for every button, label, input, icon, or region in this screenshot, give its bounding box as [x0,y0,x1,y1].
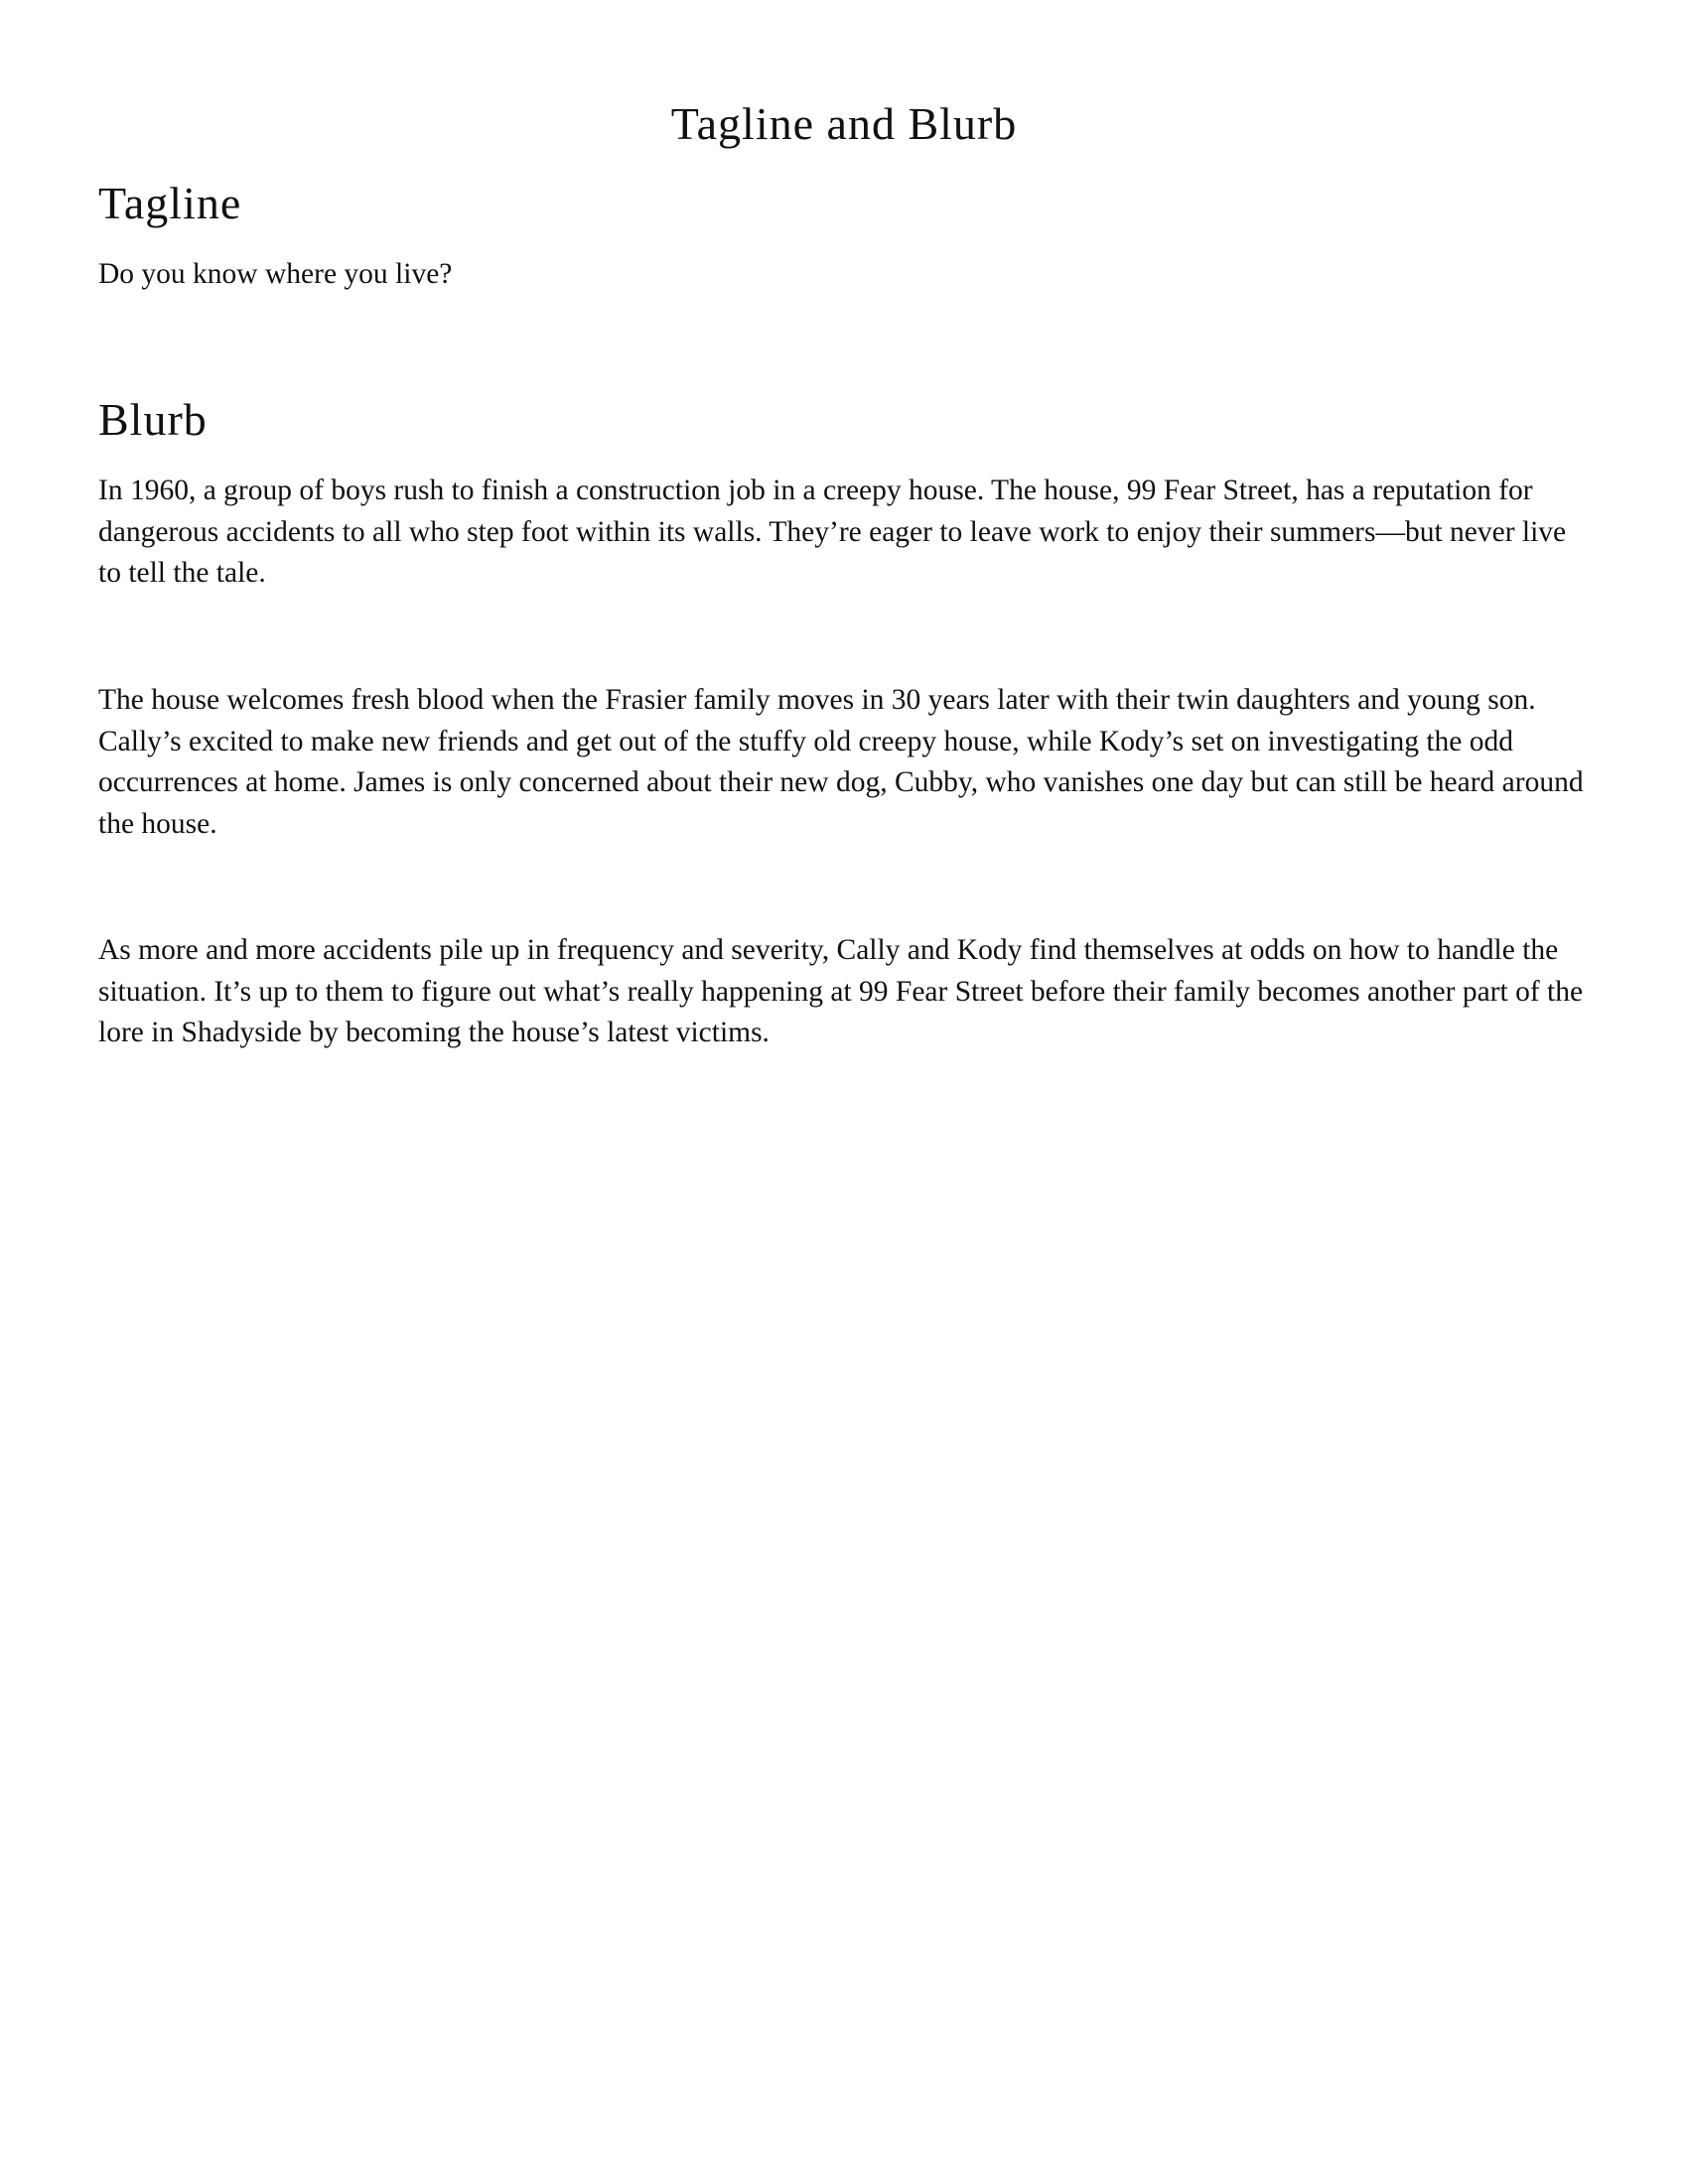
tagline-text: Do you know where you live? [98,258,453,290]
document-title: Tagline and Blurb [670,98,1018,149]
blurb-paragraph-1: In 1960, a group of boys rush to finish a construction job in a creepy house. The house, 99 Fear Street, has a reputation for dangerous accidents to all who step foot within its walls. They’re eager to leave work to enjoy their summers—but never live to tell the tale. [98,475,1567,589]
blurb-heading: Blurb [98,394,208,445]
blurb-paragraph-2: The house welcomes fresh blood when the Frasier family moves in 30 years later with their twin daughters and young son. Cally’s excited to make new friends and get out of the stuffy old creepy house, while Kody’s set on investigating the odd occurrences at home. James is only concerned about their new dog, Cubby, who vanishes one day but can still be heard around the house. [98,684,1584,840]
tagline-heading: Tagline [98,178,242,228]
blurb-paragraph-3: As more and more accidents pile up in frequency and severity, Cally and Kody find themselves at odds on how to handle the situation. It’s up to them to figure out what’s really happening at 99 Fear Street before their family becomes another part of the lore in Shadyside by becoming the house’s latest victims. [98,934,1584,1048]
